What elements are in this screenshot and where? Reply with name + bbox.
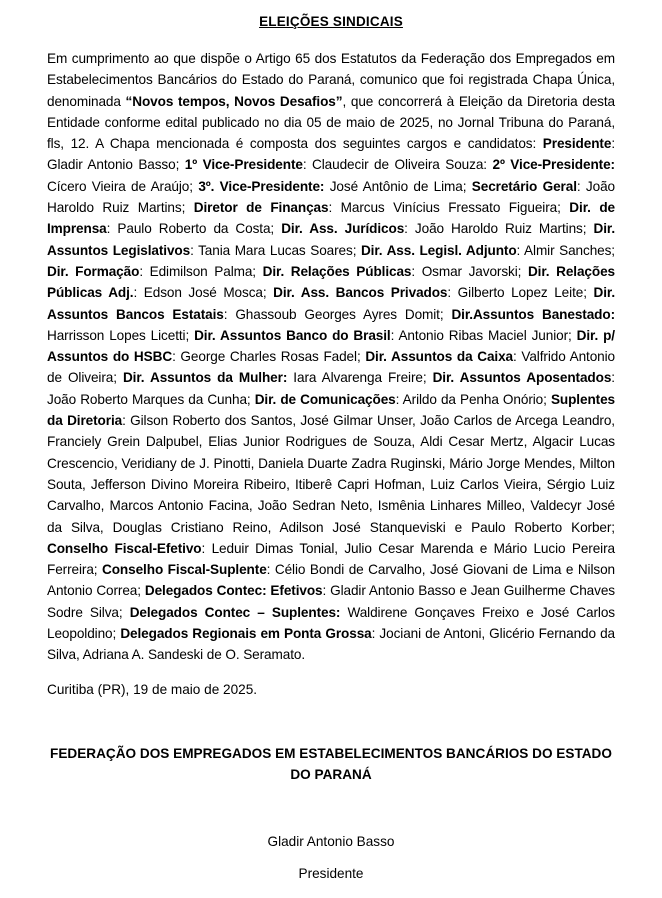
signature-name: Gladir Antonio Basso (267, 833, 395, 849)
announcement-paragraph: Em cumprimento ao que dispõe o Artigo 65 dos Estatutos da Federação dos Empregados em Estabelecimentos Bancários do Estado do Paraná, comunico que foi registrada Chapa Única, denominada “Novos tempos, Novos Desafios”, que concorrerá à Eleição da Diretoria desta Entidade conforme edital publicado no dia 05 de maio de 2025, no Jornal Tribuna do Paraná, fls, 12. A Chapa mencionada é composta dos seguintes cargos e candidatos: Presidente: Gladir Antonio Basso; 1º Vice-Presidente: Claudecir de Oliveira Souza: 2º Vice-Presidente: Cícero Vieira de Araújo; 3º. Vice-Presidente: José Antônio de Lima; Secretário Geral: João Haroldo Ruiz Martins; Diretor de Finanças: Marcus Vinícius Fressato Figueira; Dir. de Imprensa: Paulo Roberto da Costa; Dir. Ass. Jurídicos: João Haroldo Ruiz Martins; Dir. Assuntos Legislativos: Tania Mara Lucas Soares; Dir. Ass. Legisl. Adjunto: Almir Sanches; Dir. Formação: Edimilson Palma; Dir. Relações Públicas: Osmar Javorski; Dir. Relações Públicas Adj.: Edson José Mosca; Dir. Ass. Bancos Privados: Gilberto Lopez Leite; Dir. Assuntos Bancos Estatais: Ghassoub Georges Ayres Domit; Dir.Assuntos Banestado: Harrisson Lopes Licetti; Dir. Assuntos Banco do Brasil: Antonio Ribas Maciel Junior; Dir. p/ Assuntos do HSBC: George Charles Rosas Fadel; Dir. Assuntos da Caixa: Valfrido Antonio de Oliveira; Dir. Assuntos da Mulher: Iara Alvarenga Freire; Dir. Assuntos Aposentados: João Roberto Marques da Cunha; Dir. de Comunicações: Arildo da Penha Onório; Suplentes da Diretoria: Gilson Roberto dos Santos, José Gilmar Unser, João Carlos de Arcega Leandro, Franciely Grein Dalpubel, Elias Junior Rodrigues de Souza, Aldi Cesar Mertz, Algacir Lucas Crescencio, Veridiany de J. Pinotti, Daniela Duarte Zadra Ruginski, Mário Jorge Mendes, Milton Souta, Jefferson Divino Moreira Ribeiro, Itiberê Capri Hofman, Luiz Carlos Vieira, Sérgio Luiz Carvalho, Marcos Antonio Facina, João Sedran Neto, Ismênia Linhares Milleo, Valdecyr José da Silva, Douglas Cristiano Reino, Adilson José Stanqueviski e Paulo Roberto Korber; Conselho Fiscal-Efetivo: Leduir Dimas Tonial, Julio Cesar Marenda e Mário Lucio Pereira Ferreira; Conselho Fiscal-Suplente: Célio Bondi de Carvalho, José Giovani de Lima e Nilson Antonio Correa; Delegados Contec: Efetivos: Gladir Antonio Basso e Jean Guilherme Chaves Sodre Silva; Delegados Contec – Suplentes: Waldirene Gonçaves Freixo e José Carlos Leopoldino; Delegados Regionais em Ponta Grossa: Jociani de Antoni, Glicério Fernando da Silva, Adriana A. Sandeski de O. Seramato. (47, 51, 616, 663)
signature-role: Presidente (298, 865, 364, 881)
federation-name: FEDERAÇÃO DOS EMPREGADOS EM ESTABELECIMENTOS BANCÁRIOS DO ESTADO DO PARANÁ (50, 745, 612, 783)
document-title: ELEIÇÕES SINDICAIS (259, 14, 403, 29)
date-line: Curitiba (PR), 19 de maio de 2025. (47, 681, 258, 697)
